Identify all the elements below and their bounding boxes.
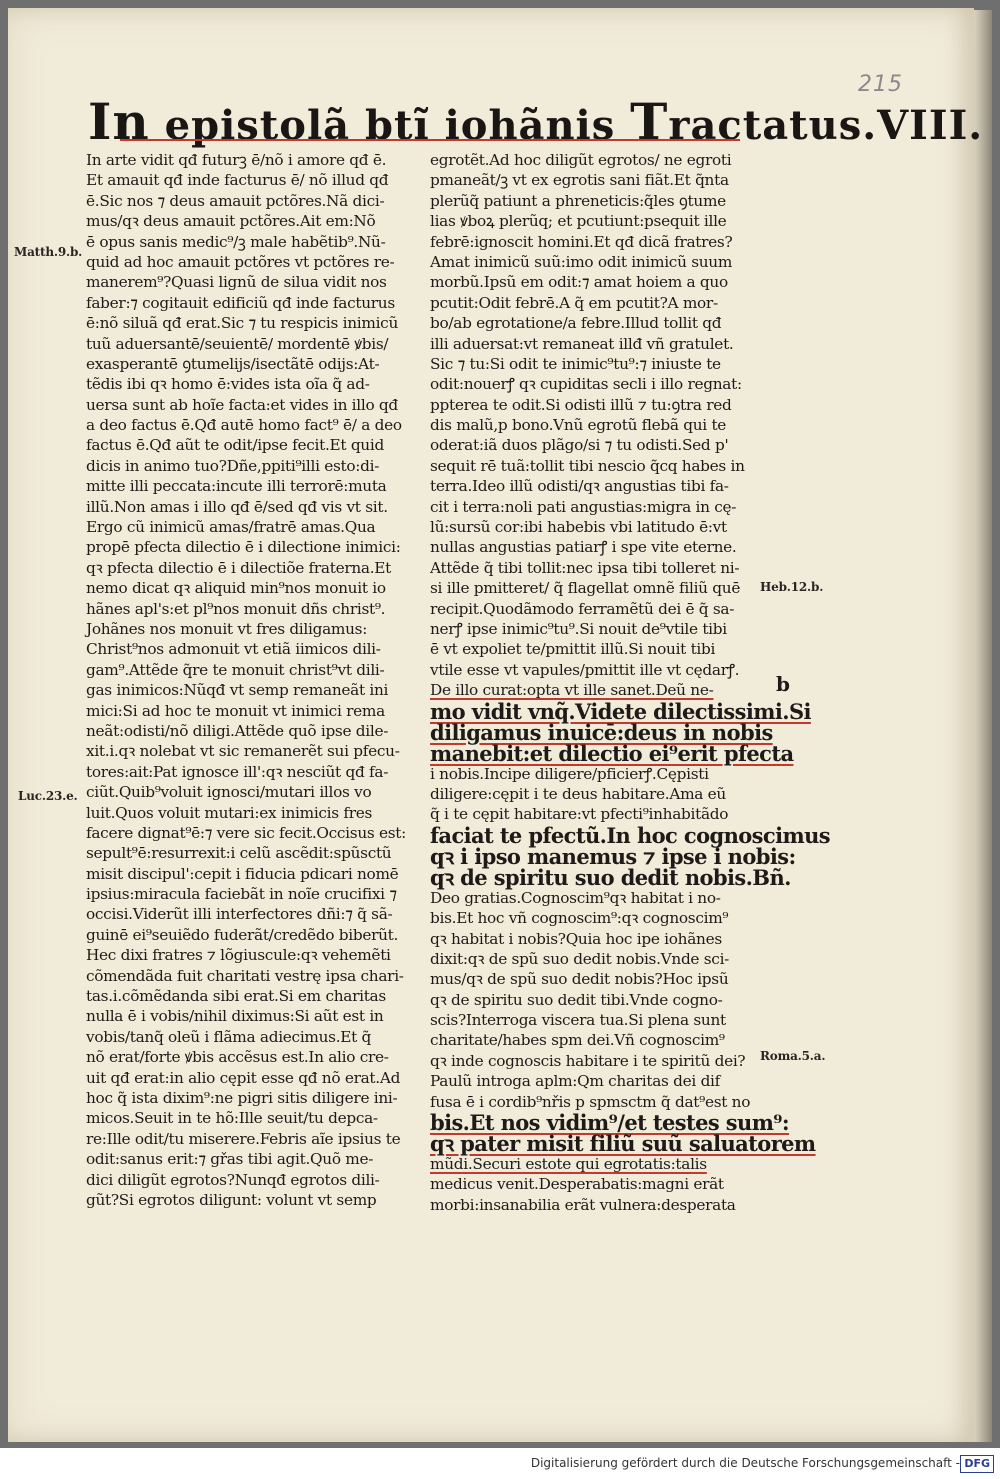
text-line: gũt?Si egrotos diligunt: volunt vt semp — [86, 1190, 377, 1209]
text-line: dis malũ,p bono.Vnũ egrotũ flebã qui te — [430, 416, 727, 435]
text-line: qꝛ i ipso manemus ⁊ ipse i nobis: — [430, 843, 796, 869]
text-line: In arte vidit qđ futurꝫ ē/nõ i amore qđ ē. — [86, 151, 387, 169]
text-line: bo/ab egrotatione/a febre.Illud tollit qđ — [430, 314, 722, 333]
heading-tractatus: ractatus.VIII. — [668, 102, 984, 149]
text-line: lias ꝟboꝝ plerũq; et pcutiunt:psequit ille — [430, 212, 727, 231]
text-line: tuũ aduersantē/seuientē/ mordentē ꝟbis/ — [86, 334, 389, 353]
text-line: exasperantē ꝯtumelijs/isectãtē odijs:At- — [86, 354, 380, 373]
text-line: micos.Seuit in te hõ:Ille seuit/tu depca- — [86, 1109, 378, 1128]
left-text-column — [86, 150, 418, 1210]
text-line: morbi:insanabilia erãt vulnera:desperata — [430, 1195, 736, 1214]
text-line: Hec dixi fratres ⁊ lõgiuscule:qꝛ vehemẽti — [86, 946, 391, 965]
text-line: vtile esse vt vapules/pmittit ille vt cędarꝭ. — [430, 660, 740, 679]
text-line: qꝛ pater misit filiũ suũ saluatorem — [430, 1131, 816, 1157]
text-line: occisi.Viderũt illi interfectores dñi:⁊ q̃ sã- — [86, 905, 393, 924]
text-line: guinē ei⁹seuiẽdo fuderãt/credẽdo biberũt. — [86, 925, 399, 944]
text-line: qꝛ de spiritu suo dedit tibi.Vnde cogno- — [430, 990, 723, 1009]
text-line: dixit:qꝛ de spũ suo dedit nobis.Vnde sci- — [430, 949, 730, 968]
text-line: luit.Quos voluit mutari:ex inimicis fres — [86, 803, 373, 822]
text-line: Ergo cũ inimicũ amas/fratrē amas.Qua — [86, 518, 376, 537]
text-line: Johãnes nos monuit vt fres diligamus: — [86, 619, 368, 638]
text-line: diligamus inuicē:deus in nobis — [430, 719, 773, 745]
text-line: Amat inimicũ suũ:imo odit inimicũ suum — [430, 252, 733, 271]
text-line: uit qđ erat:in alio cępit esse qđ nõ erat.Ad — [86, 1068, 401, 1087]
text-line: illũ.Non amas i illo qđ ē/sed qđ vis vt sit. — [86, 497, 388, 516]
folio-number: 215 — [858, 72, 903, 97]
text-line: pmaneãt/ꝫ vt ex egrotis sani fiãt.Et q̃nta — [430, 171, 729, 190]
text-line: gas inimicos:Nũqđ vt semp remaneãt ini — [86, 681, 389, 700]
text-line: q̃ i te cępit habitare:vt pfecti⁹inhabitãdo — [430, 805, 729, 824]
text-line: cõmendãda fuit charitati vestrę ipsa chari- — [86, 966, 404, 985]
text-line: qꝛ pfecta dilectio ē i dilectiõe fraterna.Et — [86, 558, 392, 577]
margin-note-roma: Roma.5.a. — [760, 1049, 826, 1063]
text-line: medicus venit.Desperabatis:magni erãt — [430, 1175, 724, 1194]
text-line: ciũt.Quib⁹voluit ignosci/mutari illos vo — [86, 783, 372, 802]
text-line: ppterea te odit.Si odisti illũ ⁊ tu:ꝯtra red — [430, 395, 732, 414]
page-edge — [974, 10, 992, 1442]
margin-note-luc: Luc.23.e. — [18, 789, 78, 803]
text-line: nõ erat/forte ꝟbis accẽsus est.In alio cre- — [86, 1048, 389, 1067]
text-line: sequit rē tuã:tollit tibi nescio q̃cq habes in — [430, 456, 745, 475]
text-line: tas.i.cõmẽdanda sibi erat.Si em charitas — [86, 987, 386, 1006]
text-line: qꝛ habitat i nobis?Quia hoc ipe iohãnes — [430, 929, 722, 948]
text-line: ē opus sanis medic⁹/ꝫ male habẽtib⁹.Nũ- — [86, 232, 386, 251]
text-line: lũ:sursũ cor:ibi habebis vbi latitudo ē:vt — [430, 518, 727, 537]
text-line: sepult⁹ē:resurrexit:i celũ ascẽdit:spũsctũ — [86, 844, 392, 863]
text-line: ipsius:miracula faciebãt in noĩe crucifixi ⁊ — [86, 885, 397, 904]
text-line: factus ē.Qđ aũt te odit/ipse fecit.Et quid — [86, 436, 384, 455]
text-line: egrotẽt.Ad hoc diligũt egrotos/ ne egroti — [430, 151, 732, 169]
text-line: mus/qꝛ deus amauit pctõres.Ait em:Nõ — [86, 212, 376, 231]
text-line: ē vt expoliet te/pmittit illũ.Si nouit tibi — [430, 640, 716, 659]
text-line: ē:nõ siluã qđ erat.Sic ⁊ tu respicis inimicũ — [86, 314, 398, 333]
text-line: scis?Interroga viscera tua.Si plena sunt — [430, 1011, 726, 1030]
dfg-logo: DFG — [960, 1455, 994, 1473]
text-line: nulla ē i vobis/nihil diximus:Si aũt est in — [86, 1007, 384, 1026]
text-line: Et amauit qđ inde facturus ē/ nõ illud qđ — [86, 171, 389, 190]
heading-initial: In — [88, 92, 150, 151]
text-line: manebit:et dilectio ei⁹erit pfecta — [430, 740, 794, 766]
text-line: illi aduersat:vt remaneat illđ vñ gratulet. — [430, 334, 734, 353]
text-line: si ille pmitteret/ q̃ flagellat omnẽ filiũ quē — [430, 579, 741, 598]
text-line: facere dignat⁹ē:⁊ vere sic fecit.Occisus est: — [86, 823, 406, 842]
text-line: misit discipul':cepit i fiducia pdicari nomē — [86, 864, 399, 883]
text-line: dici diligũt egrotos?Nunqđ egrotos dili- — [86, 1170, 380, 1189]
text-line: qꝛ inde cognoscis habitare i te spiritũ dei? — [430, 1051, 746, 1070]
text-line: faber:⁊ cogitauit edificiũ qđ inde facturus — [86, 293, 395, 312]
text-line: hoc q̃ ista dixim⁹:ne pigri sitis diligere ini- — [86, 1088, 398, 1107]
text-line: tores:ait:Pat ignosce ill':qꝛ nesciũt qđ fa- — [86, 762, 389, 781]
margin-note-matth: Matth.9.b. — [14, 245, 83, 259]
text-line: mus/qꝛ de spũ suo dedit nobis?Hoc ipsũ — [430, 970, 729, 989]
text-line: recipit.Quodãmodo ferramẽtũ dei ē q̃ sa- — [430, 599, 735, 618]
text-line: morbũ.Ipsũ em odit:⁊ amat hoiem a quo — [430, 273, 728, 292]
text-line: nullas angustias patiarꝭ i spe vite eterne. — [430, 538, 737, 557]
heading-underline — [120, 139, 740, 141]
text-line: mũdi.Securi estote qui egrotatis:talis — [430, 1155, 707, 1174]
text-line: nerꝭ ipse inimic⁹tu⁹.Si nouit de⁹vtile tibi — [430, 619, 727, 638]
text-line: cit i terra:noli pati angustias:migra in cę- — [430, 497, 737, 516]
text-line: fusa ē i cordib⁹nřis p spmsctm q̃ dat⁹est no — [430, 1092, 751, 1111]
text-line: nemo dicat qꝛ aliquid min⁹nos monuit io — [86, 579, 386, 598]
text-line: dicis in animo tuo?Dñe,ppiti⁹illi esto:di- — [86, 456, 380, 475]
page-heading — [88, 92, 984, 151]
text-line: terra.Ideo illũ odisti/qꝛ angustias tibi fa- — [430, 477, 729, 496]
text-line: pcutit:Odit febrē.A q̃ em pcutit?A mor- — [430, 293, 718, 312]
text-line: qꝛ de spiritu suo dedit nobis.Bñ. — [430, 864, 791, 890]
text-line: bis.Et nos vidim⁹/et testes sum⁹: — [430, 1110, 790, 1136]
text-line: odit:nouerꝭ qꝛ cupiditas secli i illo regnat: — [430, 375, 742, 394]
text-line: gam⁹.Attẽde q̃re te monuit christ⁹vt dili- — [86, 660, 385, 679]
text-line: vobis/tanq̃ oleũ i flãma adiecimus.Et q̃ — [86, 1027, 372, 1046]
text-line: quid ad hoc amauit pctõres vt pctõres re- — [86, 252, 395, 271]
text-line: febrē:ignoscit homini.Et qđ dicã fratres? — [430, 232, 733, 251]
text-line: xit.i.qꝛ nolebat vt sic remanerẽt sui pfecu- — [86, 742, 400, 761]
text-line: a deo factus ē.Qđ autē homo fact⁹ ē/ a deo — [86, 416, 402, 435]
text-line: hãnes apl's:et pl⁹nos monuit dñs christ⁹. — [86, 599, 386, 618]
text-line: manerem⁹?Quasi lignũ de silua vidit nos — [86, 273, 387, 292]
text-line: odit:sanus erit:⁊ gřas tibi agit.Quõ me- — [86, 1150, 374, 1169]
text-line: propē pfecta dilectio ē i dilectione inimici: — [86, 538, 401, 557]
text-line: tẽdis ibi qꝛ homo ē:vides ista oĩa q̃ ad- — [86, 375, 370, 394]
text-line: i nobis.Incipe diligere/pficierꝭ.Cępisti — [430, 764, 709, 783]
text-line: oderat:iã duos plãgo/si ⁊ tu odisti.Sed p' — [430, 436, 729, 455]
footer-credit: Digitalisierung gefördert durch die Deutsche Forschungsgemeinschaft - — [530, 1456, 960, 1470]
text-line: faciat te pfectũ.In hoc cognoscimus — [430, 822, 830, 848]
text-line: uersa sunt ab hoĩe facta:et vides in illo qđ — [86, 395, 398, 414]
text-line: neãt:odisti/nõ diligi.Attẽde quõ ipse dile- — [86, 721, 389, 740]
text-line: bis.Et hoc vñ cognoscim⁹:qꝛ cognoscim⁹ — [430, 909, 729, 928]
text-line: De illo curat:opta vt ille sanet.Deũ ne- — [430, 681, 714, 700]
text-line: Sic ⁊ tu:Si odit te inimic⁹tu⁹:⁊ iniuste te — [430, 354, 721, 373]
text-line: Attẽde q̃ tibi tollit:nec ipsa tibi tolleret ni- — [430, 558, 740, 577]
margin-letter-b: b — [776, 672, 790, 696]
text-line: Deo gratias.Cognoscim⁹qꝛ habitat i no- — [430, 888, 721, 907]
text-line: Paulũ introga aplm:Qm charitas dei dif — [430, 1072, 721, 1091]
heading-tractatus-initial: T — [630, 92, 669, 151]
text-line: ē.Sic nos ⁊ deus amauit pctõres.Nã dici- — [86, 191, 385, 210]
text-line: mo vidit vnq̃.Videte dilectissimi.Si — [430, 698, 811, 724]
text-line: Christ⁹nos admonuit vt etiã iimicos dili- — [86, 640, 381, 659]
text-line: mici:Si ad hoc te monuit vt inimici rema — [86, 701, 385, 720]
text-line: re:Ille odit/tu miserere.Febris aĩe ipsius te — [86, 1129, 401, 1148]
margin-note-heb: Heb.12.b. — [760, 580, 824, 594]
text-line: diligere:cępit i te deus habitare.Ama eũ — [430, 784, 726, 803]
text-line: charitate/habes spm dei.Vñ cognoscim⁹ — [430, 1031, 725, 1050]
text-line: plerũq̃ patiunt a phreneticis:q̃les ꝯtume — [430, 191, 726, 210]
text-line: mitte illi peccata:incute illi terrorē:muta — [86, 477, 387, 496]
heading-text: epistolã btĩ iohãnis — [149, 102, 631, 149]
